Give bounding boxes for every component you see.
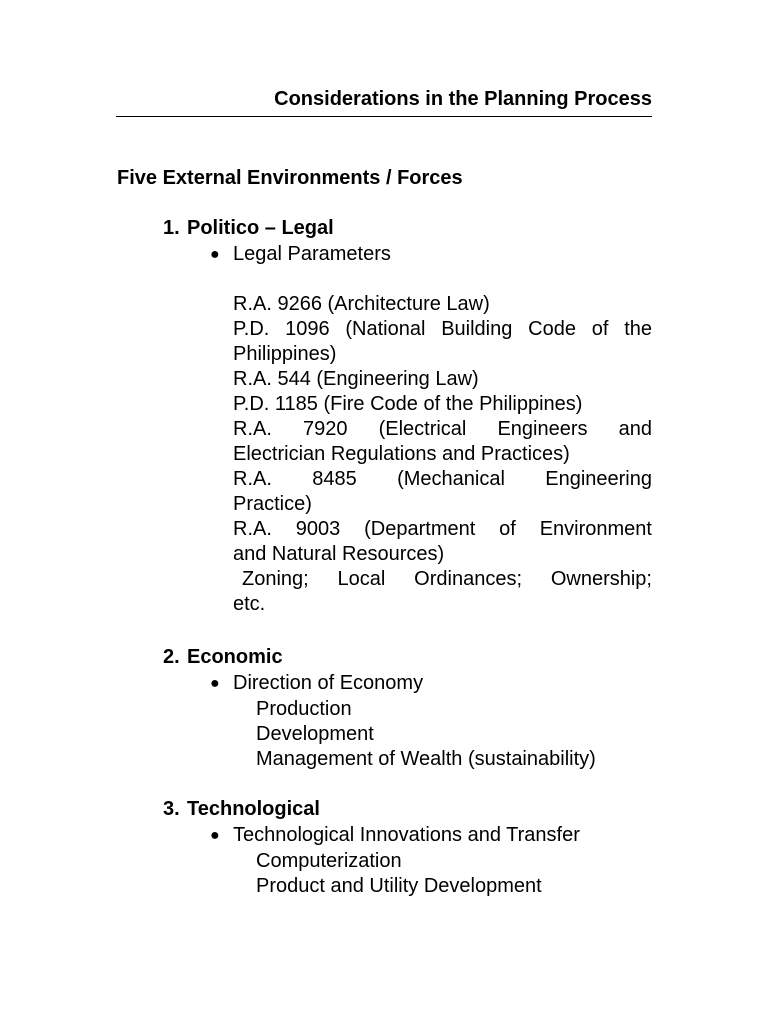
page-title: Considerations in the Planning Process	[274, 88, 652, 110]
list-item: R.A. 544 (Engineering Law)	[233, 368, 479, 390]
list-item: R.A. 7920 (Electrical Engineers and	[233, 418, 652, 440]
list-item: and Natural Resources)	[233, 543, 445, 565]
list-item: P.D. 1185 (Fire Code of the Philippines)	[233, 393, 583, 415]
section-3-list	[256, 849, 542, 899]
bullet-icon: ●	[210, 246, 220, 263]
section-1-title: Politico – Legal	[187, 217, 334, 239]
list-item: Philippines)	[233, 343, 337, 365]
list-item: R.A. 9266 (Architecture Law)	[233, 293, 490, 315]
list-item: P.D. 1096 (National Building Code of the	[233, 318, 652, 340]
section-1-bullet-text: Legal Parameters	[233, 243, 391, 265]
section-heading: Five External Environments / Forces	[117, 167, 463, 189]
section-1-list	[233, 292, 652, 617]
list-item: Electrician Regulations and Practices)	[233, 443, 570, 465]
section-3-bullet	[210, 823, 580, 848]
section-3-bullet-text: Technological Innovations and Transfer	[233, 824, 580, 846]
section-2-bullet-text: Direction of Economy	[233, 672, 424, 694]
list-item: Product and Utility Development	[256, 875, 542, 897]
title-underline	[116, 86, 652, 117]
section-2-number: 2.	[163, 646, 180, 668]
bullet-icon: ●	[210, 827, 220, 844]
list-item: R.A. 9003 (Department of Environment	[233, 518, 652, 540]
section-3-number: 3.	[163, 798, 180, 820]
section-3-heading	[163, 797, 320, 822]
list-item: Computerization	[256, 850, 402, 872]
list-item: Zoning; Local Ordinances; Ownership;	[242, 568, 652, 590]
list-item: Management of Wealth (sustainability)	[256, 748, 596, 770]
section-2-bullet	[210, 671, 423, 696]
list-item: etc.	[233, 593, 266, 615]
section-1-bullet	[210, 242, 391, 267]
section-2-heading	[163, 645, 283, 670]
list-item: Practice)	[233, 493, 312, 515]
section-2-title: Economic	[187, 646, 283, 668]
section-1-number: 1.	[163, 217, 180, 239]
list-item: Development	[256, 723, 374, 745]
section-1-heading	[163, 216, 334, 241]
list-item: Production	[256, 698, 352, 720]
bullet-icon: ●	[210, 675, 220, 692]
section-2-list	[256, 697, 596, 772]
section-3-title: Technological	[187, 798, 320, 820]
list-item: R.A. 8485 (Mechanical Engineering	[233, 468, 652, 490]
